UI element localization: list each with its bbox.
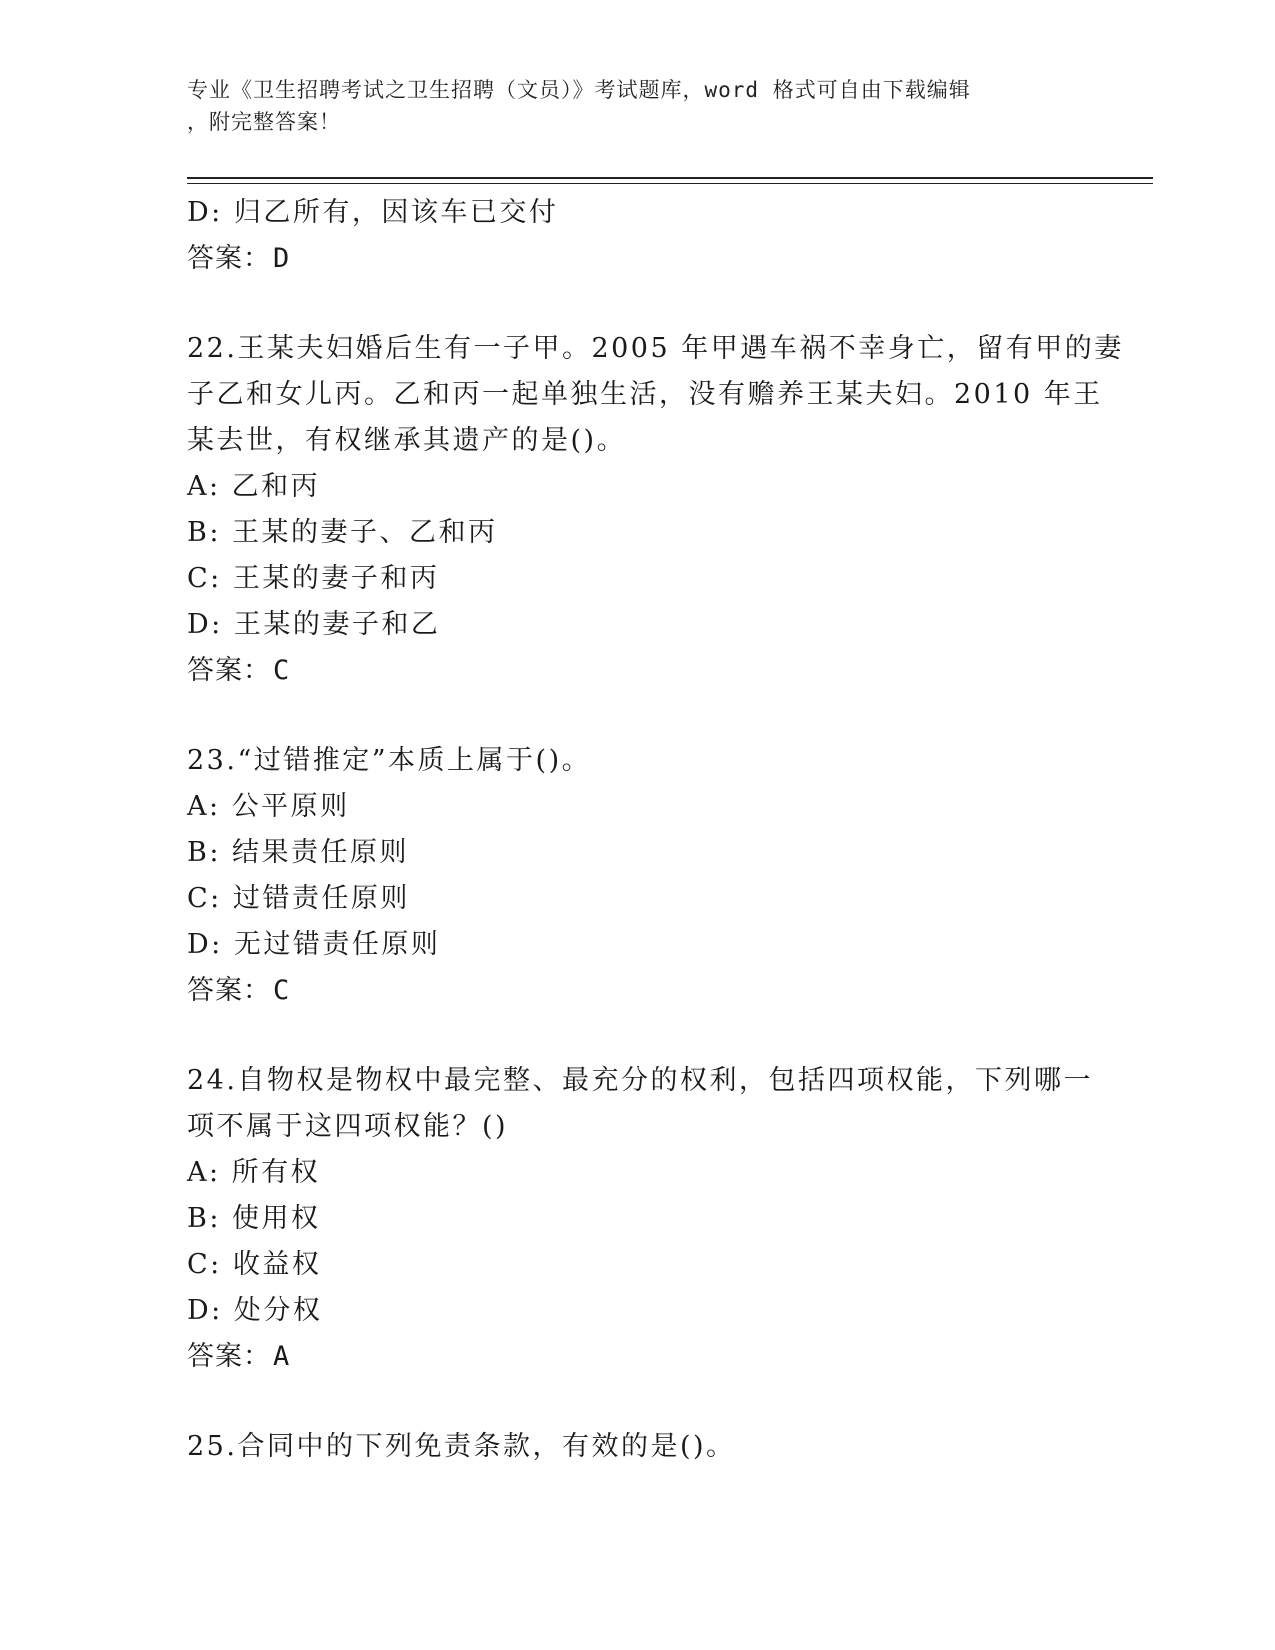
previous-question-tail: [187, 190, 1087, 282]
option-a: A: 所有权: [187, 1157, 321, 1188]
answer-value: D: [273, 243, 291, 274]
answer-line: [187, 968, 1087, 1014]
question-text-line: 24.自物权是物权中最完整、最充分的权利，包括四项权能，下列哪一: [187, 1065, 1093, 1096]
answer-line: [187, 648, 1087, 694]
question-25: [187, 1424, 1087, 1470]
option-c: C: 收益权: [187, 1249, 322, 1280]
header-divider-thin: [187, 183, 1153, 184]
option-b: B: 使用权: [187, 1203, 321, 1234]
question-23: [187, 738, 1087, 1014]
answer-value: C: [273, 975, 291, 1006]
header-divider-thick: [187, 177, 1153, 179]
option-d: D: 归乙所有，因该车已交付: [187, 197, 559, 228]
header-line-2: ，附完整答案！: [187, 110, 341, 134]
option-b: B: 王某的妻子、乙和丙: [187, 517, 498, 548]
question-text-line: 22.王某夫妇婚后生有一子甲。2005 年甲遇车祸不幸身亡，留有甲的妻: [187, 333, 1124, 364]
question-text-line: 25.合同中的下列免责条款，有效的是()。: [187, 1431, 736, 1462]
option-d: D: 无过错责任原则: [187, 929, 441, 960]
answer-label: 答案：: [187, 1341, 271, 1372]
option-d: D: 处分权: [187, 1295, 323, 1326]
answer-label: 答案：: [187, 655, 271, 686]
question-22: [187, 326, 1124, 694]
answer-line: [187, 1334, 1087, 1380]
option-c: C: 过错责任原则: [187, 883, 410, 914]
question-text-line: 某去世，有权继承其遗产的是()。: [187, 425, 627, 456]
document-body: [187, 190, 1124, 1470]
document-header: [187, 74, 1067, 138]
answer-value: C: [273, 655, 291, 686]
answer-label: 答案：: [187, 975, 271, 1006]
answer-label: 答案：: [187, 243, 271, 274]
answer-value: A: [273, 1341, 291, 1372]
option-b: B: 结果责任原则: [187, 837, 410, 868]
option-a: A: 乙和丙: [187, 471, 321, 502]
answer-line: [187, 236, 1087, 282]
question-24: [187, 1058, 1093, 1380]
option-a: A: 公平原则: [187, 791, 350, 822]
question-text-line: 子乙和女儿丙。乙和丙一起单独生活，没有赡养王某夫妇。2010 年王: [187, 379, 1103, 410]
option-d: D: 王某的妻子和乙: [187, 609, 441, 640]
option-c: C: 王某的妻子和丙: [187, 563, 440, 594]
question-text-line: 23.“过错推定”本质上属于()。: [187, 745, 592, 776]
question-text-line: 项不属于这四项权能？(): [187, 1111, 509, 1142]
header-line-1: 专业《卫生招聘考试之卫生招聘（文员）》考试题库，word 格式可自由下载编辑: [187, 78, 971, 102]
